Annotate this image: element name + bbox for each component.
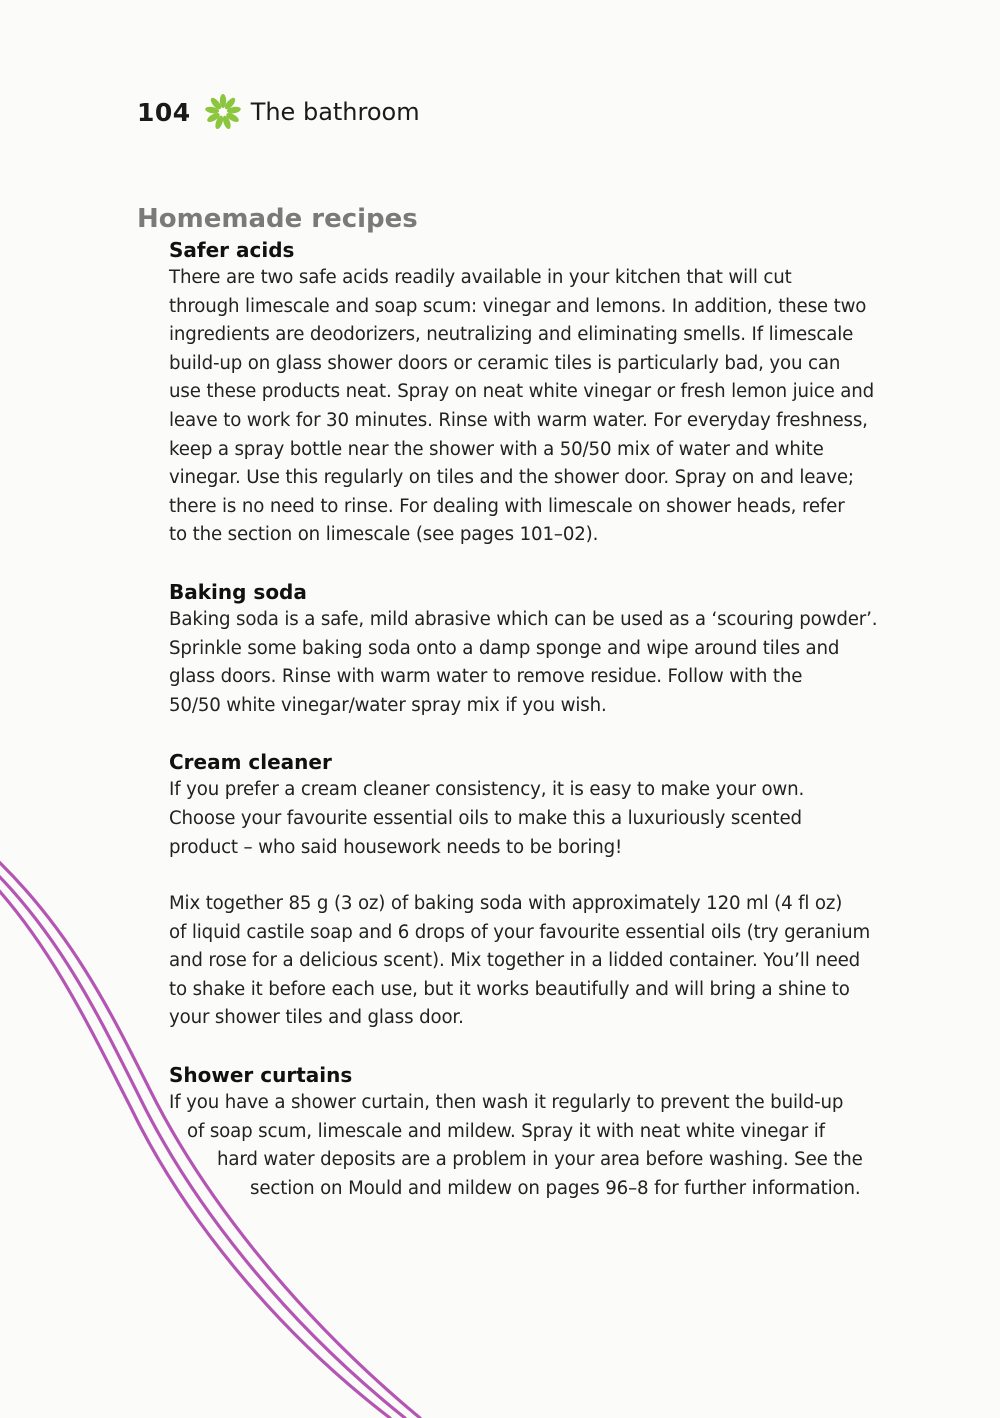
- section-title: Homemade recipes: [137, 204, 418, 234]
- text-line: and rose for a delicious scent). Mix together in a lidded container. You’ll need: [169, 950, 861, 972]
- text-line: there is no need to rinse. For dealing with limescale on shower heads, refer: [169, 495, 845, 517]
- text-line: vinegar. Use this regularly on tiles and the shower door. Spray on and leave;: [169, 467, 854, 489]
- text-line: There are two safe acids readily available in your kitchen that will cut: [169, 267, 792, 288]
- text-line: ingredients are deodorizers, neutralizing and eliminating smells. If limescale: [169, 324, 854, 346]
- text-line: leave to work for 30 minutes. Rinse with warm water. For everyday freshness,: [169, 409, 868, 431]
- text-line: through limescale and soap scum: vinegar and lemons. In addition, these two: [169, 295, 867, 317]
- text-line: glass doors. Rinse with warm water to remove residue. Follow with the: [169, 666, 803, 688]
- text-line: If you prefer a cream cleaner consistency, it is easy to make your own.: [169, 779, 805, 801]
- text-line: to shake it before each use, but it works beautifully and will bring a shine to: [169, 978, 850, 1000]
- running-header: [137, 90, 420, 134]
- text-line: build-up on glass shower doors or ceramic tiles is particularly bad, you can: [169, 352, 841, 374]
- body-content: [169, 236, 929, 1203]
- text-line: of liquid castile soap and 6 drops of your favourite essential oils (try geranium: [169, 921, 871, 943]
- page-number: 104: [137, 97, 191, 127]
- text-line: keep a spray bottle near the shower with a 50/50 mix of water and white: [169, 438, 824, 460]
- text-line: Mix together 85 g (3 oz) of baking soda with approximately 120 ml (4 fl oz): [169, 893, 843, 915]
- text-line: Sprinkle some baking soda onto a damp sponge and wipe around tiles and: [169, 637, 840, 659]
- subhead-cream-cleaner: Cream cleaner: [169, 750, 332, 775]
- chapter-title: The bathroom: [250, 98, 420, 126]
- text-line: to the section on limescale (see pages 101–02).: [169, 524, 599, 546]
- text-line: use these products neat. Spray on neat white vinegar or fresh lemon juice and: [169, 381, 875, 403]
- text-line: Baking soda is a safe, mild abrasive which can be used as a ‘scouring powder’.: [169, 608, 878, 630]
- text-line: hard water deposits are a problem in your area before washing. See the: [217, 1149, 863, 1171]
- flower-icon: [203, 92, 243, 132]
- subhead-shower-curtains: Shower curtains: [169, 1063, 353, 1088]
- subhead-baking-soda: Baking soda: [169, 579, 307, 604]
- text-line: of soap scum, limescale and mildew. Spray it with neat white vinegar if: [187, 1120, 825, 1142]
- text-line: product – who said housework needs to be boring!: [169, 836, 623, 858]
- text-line: your shower tiles and glass door.: [169, 1007, 464, 1029]
- text-line: section on Mould and mildew on pages 96–8 for further information.: [250, 1177, 861, 1199]
- subhead-safer-acids: Safer acids: [169, 238, 295, 262]
- text-line: Choose your favourite essential oils to make this a luxuriously scented: [169, 807, 802, 829]
- text-line: 50/50 white vinegar/water spray mix if you wish.: [169, 694, 607, 716]
- text-line: If you have a shower curtain, then wash it regularly to prevent the build-up: [169, 1092, 844, 1114]
